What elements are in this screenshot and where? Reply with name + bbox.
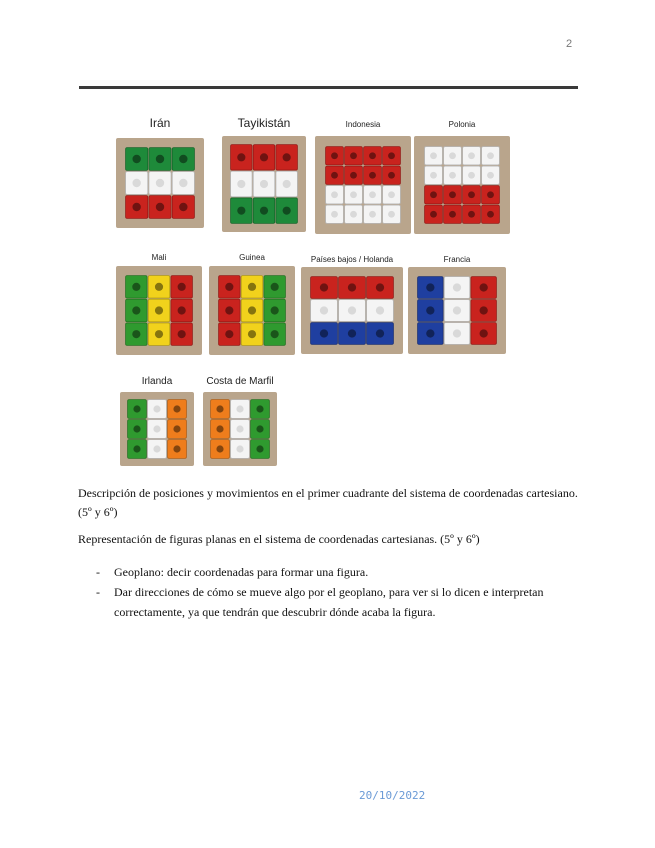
cube-hole	[225, 330, 233, 338]
cube-hole	[388, 152, 395, 159]
cube-hole	[487, 211, 494, 218]
cube-hole	[236, 445, 243, 452]
cube-hole	[331, 191, 338, 198]
cube-hole	[369, 211, 376, 218]
cube-hole	[216, 425, 223, 432]
cube-hole	[283, 180, 291, 188]
flag-card-paises-bajos	[301, 255, 403, 357]
bullet-list	[96, 562, 576, 622]
cube-hole	[430, 191, 437, 198]
bullet-text: Dar direcciones de cómo se mueve algo por el geoplano, para ver si lo dicen e interpretan correctamente, ya que tendrán que descubrir dónde acaba la figura.	[114, 585, 544, 619]
flag-card-iran	[116, 116, 204, 236]
cube-hole	[133, 445, 140, 452]
flag-card-polonia	[414, 120, 510, 236]
flag-caption: Mali	[151, 253, 167, 262]
flag-card-tayikistan	[222, 116, 306, 236]
cube-hole	[178, 283, 186, 291]
cube-hole	[237, 180, 245, 188]
flag-caption: Indonesia	[345, 120, 381, 129]
cube-hole	[153, 405, 160, 412]
cube-hole	[178, 306, 186, 314]
cube-grid	[203, 392, 277, 466]
cube-hole	[216, 445, 223, 452]
cube-hole	[179, 203, 187, 211]
cube-hole	[468, 191, 475, 198]
cube-hole	[426, 283, 434, 291]
cube-hole	[331, 172, 338, 179]
cube-grid	[408, 267, 506, 354]
cube-hole	[331, 152, 338, 159]
cube-hole	[271, 283, 279, 291]
cube-hole	[453, 283, 461, 291]
cube-grid	[222, 136, 306, 232]
flag-photo	[414, 136, 510, 234]
cube-hole	[350, 211, 357, 218]
cube-grid	[116, 266, 202, 355]
list-item	[96, 582, 576, 622]
cube-hole	[331, 211, 338, 218]
cube-hole	[376, 306, 384, 314]
cube-hole	[178, 330, 186, 338]
flag-photo	[222, 136, 306, 232]
cube-hole	[449, 191, 456, 198]
cube-hole	[156, 203, 164, 211]
flag-caption: Países bajos / Holanda	[310, 255, 394, 264]
cube-hole	[388, 172, 395, 179]
cube-hole	[426, 329, 434, 337]
cube-hole	[468, 172, 475, 179]
bullet-text: Geoplano: decir coordenadas para formar una figura.	[114, 565, 369, 579]
cube-hole	[153, 445, 160, 452]
cube-hole	[271, 306, 279, 314]
paragraph-posiciones: Descripción de posiciones y movimientos en el primer cuadrante del sistema de coordenadas cartesiano. (5º y 6º)	[78, 486, 578, 519]
flag-card-indonesia	[315, 120, 411, 236]
cube-hole	[283, 153, 291, 161]
cube-hole	[453, 306, 461, 314]
cube-hole	[376, 283, 384, 291]
cube-hole	[225, 283, 233, 291]
cube-hole	[179, 155, 187, 163]
flag-caption: Irlanda	[141, 376, 173, 387]
cube-hole	[320, 306, 328, 314]
cube-hole	[369, 152, 376, 159]
flag-photo	[209, 266, 295, 355]
cube-hole	[236, 425, 243, 432]
page-number: 2	[566, 38, 573, 50]
cube-hole	[156, 179, 164, 187]
cube-hole	[156, 155, 164, 163]
cube-hole	[248, 330, 256, 338]
cube-hole	[236, 405, 243, 412]
cube-hole	[388, 211, 395, 218]
flag-caption: Irán	[149, 116, 171, 130]
cube-hole	[132, 203, 140, 211]
cube-hole	[388, 191, 395, 198]
cube-grid	[209, 266, 295, 355]
cube-hole	[155, 283, 163, 291]
flag-caption: Francia	[443, 255, 471, 264]
cube-hole	[256, 405, 263, 412]
cube-hole	[132, 155, 140, 163]
cube-hole	[216, 405, 223, 412]
cube-hole	[426, 306, 434, 314]
cube-hole	[348, 283, 356, 291]
cube-hole	[248, 283, 256, 291]
cube-hole	[260, 207, 268, 215]
paragraph-figuras-planas: Representación de figuras planas en el sistema de coordenadas cartesianas. (5º y 6º)	[78, 532, 480, 546]
cube-grid	[301, 267, 403, 354]
flag-photo	[203, 392, 277, 466]
cube-hole	[173, 405, 180, 412]
cube-hole	[225, 306, 233, 314]
cube-hole	[487, 191, 494, 198]
cube-hole	[248, 306, 256, 314]
cube-hole	[449, 152, 456, 159]
header-rule	[79, 86, 578, 89]
cube-hole	[271, 330, 279, 338]
cube-hole	[350, 152, 357, 159]
cube-hole	[260, 180, 268, 188]
flag-caption: Costa de Marfil	[206, 376, 274, 387]
flag-photo	[116, 138, 204, 228]
cube-hole	[480, 329, 488, 337]
cube-hole	[237, 153, 245, 161]
bullet-dash: -	[96, 565, 100, 579]
footer-date: 20/10/2022	[359, 789, 426, 802]
flag-card-francia	[408, 255, 506, 357]
cube-hole	[320, 283, 328, 291]
cube-hole	[256, 445, 263, 452]
flag-caption: Guinea	[239, 253, 265, 262]
cube-hole	[173, 445, 180, 452]
cube-hole	[132, 330, 140, 338]
cube-hole	[487, 172, 494, 179]
cube-hole	[453, 329, 461, 337]
cube-hole	[430, 172, 437, 179]
flag-photo	[116, 266, 202, 355]
cube-hole	[487, 152, 494, 159]
cube-hole	[468, 152, 475, 159]
flag-caption: Tayikistán	[237, 116, 291, 130]
cube-hole	[132, 283, 140, 291]
cube-hole	[350, 172, 357, 179]
flag-photo	[120, 392, 194, 466]
cube-hole	[260, 153, 268, 161]
cube-hole	[376, 329, 384, 337]
flag-photo	[315, 136, 411, 234]
flag-card-mali	[116, 253, 202, 357]
cube-hole	[237, 207, 245, 215]
flag-card-irlanda	[120, 376, 194, 468]
cube-grid	[116, 138, 204, 228]
cube-hole	[173, 425, 180, 432]
cube-hole	[348, 329, 356, 337]
flag-photo	[408, 267, 506, 354]
cube-hole	[480, 306, 488, 314]
list-item	[96, 562, 576, 582]
cube-hole	[155, 306, 163, 314]
cube-hole	[179, 179, 187, 187]
bullet-dash: -	[96, 585, 100, 599]
cube-hole	[283, 207, 291, 215]
cube-hole	[256, 425, 263, 432]
cube-hole	[430, 211, 437, 218]
cube-hole	[133, 425, 140, 432]
cube-hole	[430, 152, 437, 159]
cube-hole	[132, 306, 140, 314]
cube-hole	[132, 179, 140, 187]
cube-grid	[120, 392, 194, 466]
cube-hole	[449, 211, 456, 218]
flag-caption: Polonia	[448, 120, 476, 129]
cube-hole	[369, 172, 376, 179]
cube-grid	[414, 136, 510, 234]
cube-hole	[480, 283, 488, 291]
cube-hole	[350, 191, 357, 198]
flag-card-guinea	[209, 253, 295, 357]
cube-hole	[369, 191, 376, 198]
cube-hole	[449, 172, 456, 179]
cube-hole	[155, 330, 163, 338]
flag-photo	[301, 267, 403, 354]
cube-grid	[315, 136, 411, 234]
cube-hole	[348, 306, 356, 314]
cube-hole	[153, 425, 160, 432]
flag-card-costa-de-marfil	[203, 376, 277, 468]
cube-hole	[320, 329, 328, 337]
cube-hole	[468, 211, 475, 218]
cube-hole	[133, 405, 140, 412]
